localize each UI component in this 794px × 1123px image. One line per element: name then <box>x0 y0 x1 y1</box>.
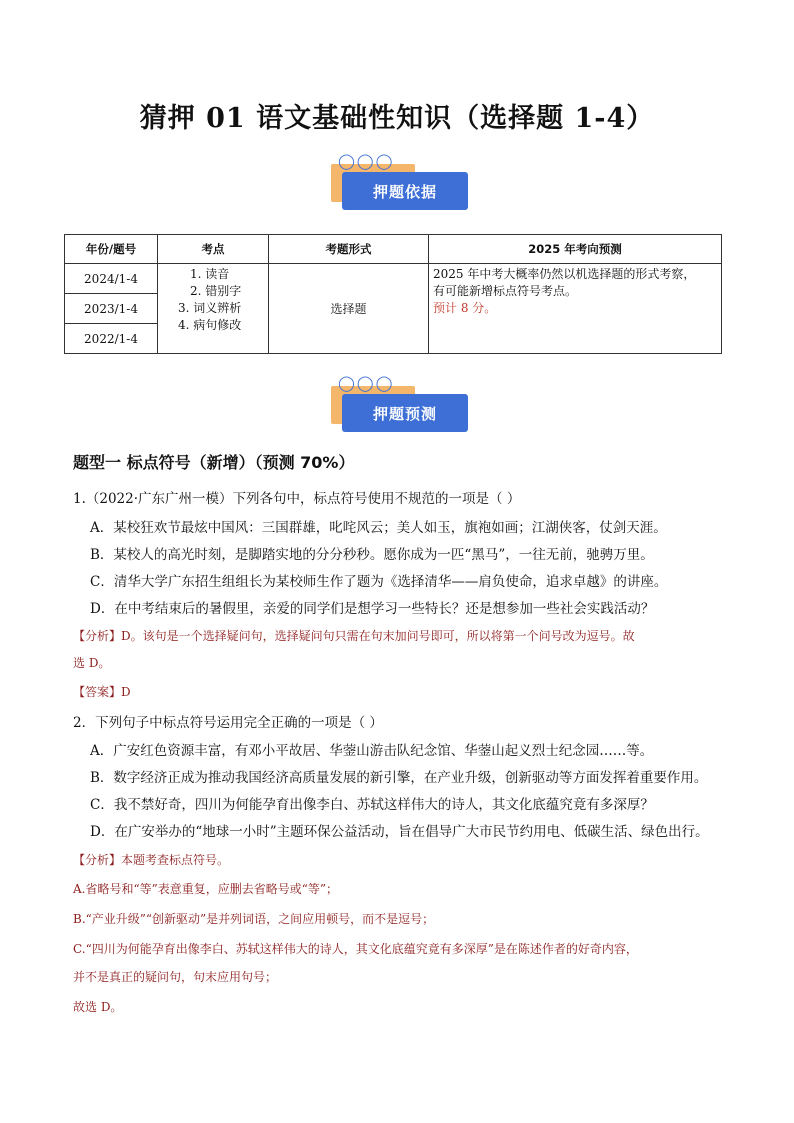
q1-stem: 1.（2022·广东广州一模）下列各句中，标点符号使用不规范的一项是（ ） <box>73 491 521 507</box>
table-row <box>65 264 722 294</box>
q1-option-a: A．某校狂欢节最炫中国风：三国群雄，叱咤风云；美人如玉，旗袍如画；江湖侠客，仗剑天涯。 <box>90 520 667 536</box>
year-cell: 2022/1-4 <box>65 324 158 354</box>
q2-analysis-c-cont: 并不是真正的疑问句，句末应用句号； <box>73 970 278 984</box>
q2-option-b: B．数字经济正成为推动我国经济高质量发展的新引擎，在产业升级，创新驱动等方面发挥着重要作用。 <box>90 770 708 786</box>
q1-analysis-cont: 选 D。 <box>73 656 111 670</box>
q1-option-c: C．清华大学广东招生组组长为某校师生作了题为《选择清华——肩负使命，追求卓越》的讲座。 <box>90 574 668 590</box>
form-cell: 选择题 <box>269 264 429 354</box>
banner-forecast-label: 押题预测 <box>342 394 468 432</box>
points-cell <box>158 264 269 354</box>
year-cell: 2024/1-4 <box>65 264 158 294</box>
ring-binder-icon: ◯◯◯ <box>338 374 395 392</box>
header-year: 年份/题号 <box>65 235 158 264</box>
q2-stem: 2．下列句子中标点符号运用完全正确的一项是（ ） <box>73 715 383 731</box>
banner-basis-label: 押题依据 <box>342 172 468 210</box>
page-title: 猜押 01 语文基础性知识（选择题 1-4） <box>139 103 655 134</box>
ring-binder-icon: ◯◯◯ <box>338 152 395 170</box>
q2-analysis-c: C.“四川为何能孕育出像李白、苏轼这样伟大的诗人，其文化底蕴究竟有多深厚”是在陈述作者的好奇内容， <box>73 942 638 956</box>
q1-option-b: B．某校人的高光时刻，是脚踏实地的分分秒秒。愿你成为一匹“黑马”，一往无前，驰骋万里。 <box>90 547 654 563</box>
q2-option-a: A．广安红色资源丰富，有邓小平故居、华蓥山游击队纪念馆、华蓥山起义烈士纪念园……等。 <box>90 743 654 759</box>
q2-analysis-a: A.省略号和“等”表意重复，应删去省略号或“等”； <box>73 882 339 896</box>
section-title: 题型一 标点符号（新增）（预测 70%） <box>73 453 355 472</box>
header-forecast: 2025 年考向预测 <box>429 235 722 264</box>
q1-analysis: 【分析】D。该句是一个选择疑问句，选择疑问句只需在句末加问号即可，所以将第一个问号改为逗号。故 <box>73 629 635 643</box>
point-item: 4. 病句修改 <box>178 318 242 332</box>
point-item: 1. 读音 <box>190 267 230 281</box>
header-points: 考点 <box>158 235 269 264</box>
year-cell: 2023/1-4 <box>65 294 158 324</box>
q2-conclusion: 故选 D。 <box>73 1000 123 1014</box>
point-item: 2. 错别字 <box>190 284 242 298</box>
q2-analysis-b: B.“产业升级”“创新驱动”是并列词语，之间应用顿号，而不是逗号； <box>73 912 435 926</box>
forecast-score: 预计 8 分。 <box>433 301 497 315</box>
q2-option-c: C．我不禁好奇，四川为何能孕育出像李白、苏轼这样伟大的诗人，其文化底蕴究竟有多深厚？ <box>90 797 654 813</box>
q1-option-d: D．在中考结束后的暑假里，亲爱的同学们是想学习一些特长？还是想参加一些社会实践活动？ <box>90 601 655 617</box>
q1-answer: 【答案】D <box>73 685 131 699</box>
point-item: 3. 词义辨析 <box>178 301 242 315</box>
table-header-row <box>65 235 722 264</box>
header-form: 考题形式 <box>269 235 429 264</box>
q2-analysis: 【分析】本题考查标点符号。 <box>73 853 230 867</box>
banner-forecast <box>327 372 469 444</box>
q2-option-d: D．在广安举办的“地球一小时”主题环保公益活动，旨在倡导广大市民节约用电、低碳生活、绿色出行。 <box>90 824 709 840</box>
basis-table <box>64 234 722 354</box>
banner-basis <box>327 150 469 222</box>
forecast-cell <box>429 264 722 354</box>
forecast-line: 有可能新增标点符号考点。 <box>433 284 578 298</box>
forecast-line: 2025 年中考大概率仍然以机选择题的形式考察， <box>433 267 696 281</box>
